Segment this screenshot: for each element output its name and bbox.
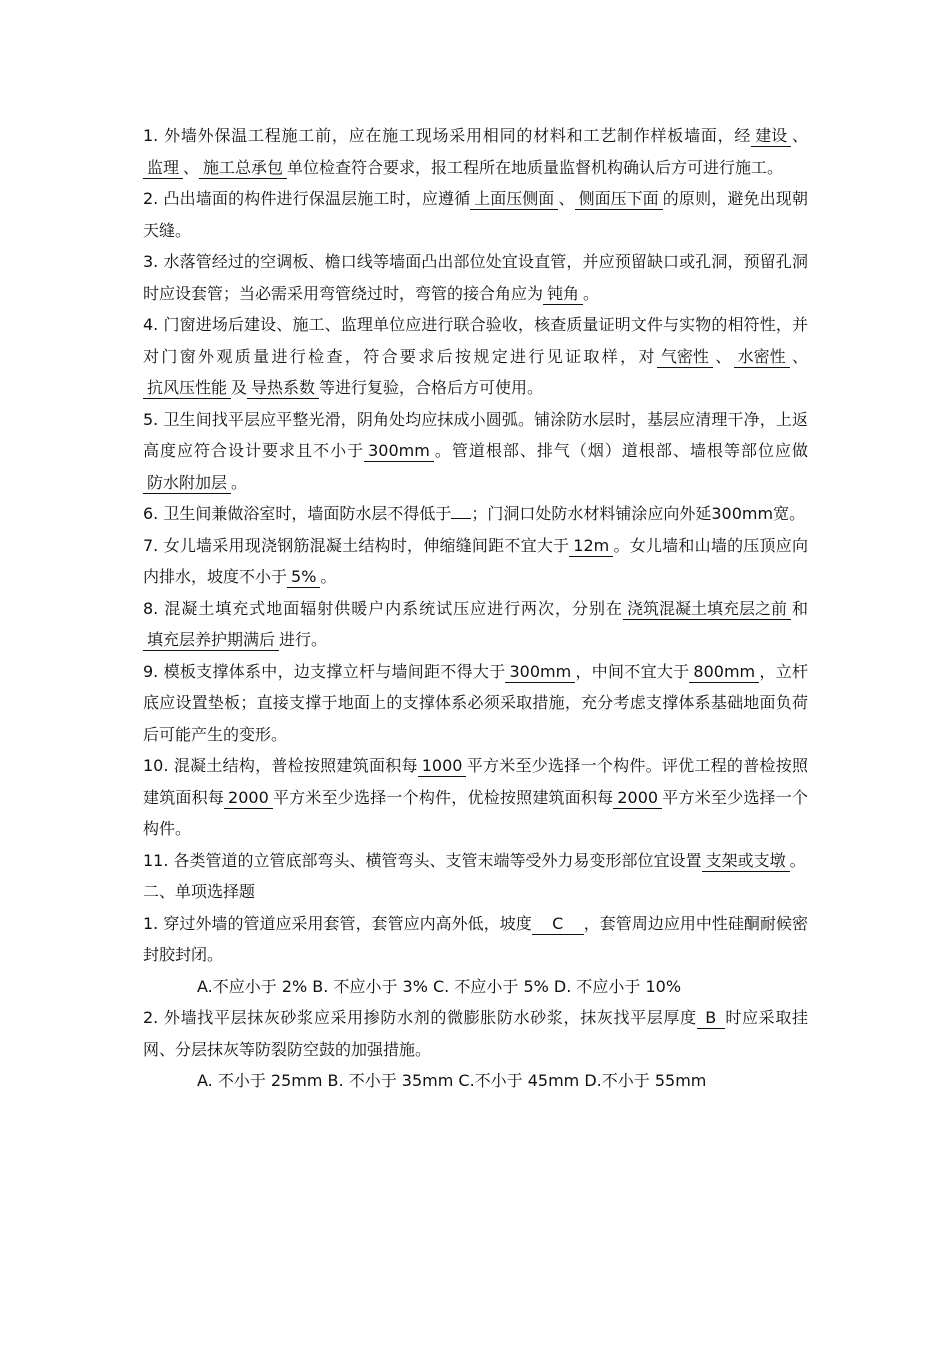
- choice-question-2: [143, 1002, 808, 1065]
- item-number: 1.: [143, 126, 159, 145]
- fill-item-4: [143, 309, 808, 404]
- item-text: 。管道根部、排气（烟）道根部、墙根等部位应做: [433, 441, 808, 460]
- item-text: 卫生间兼做浴室时，墙面防水层不得低于: [163, 504, 452, 523]
- answer-blank: C: [532, 914, 584, 935]
- item-number: 8.: [143, 598, 159, 618]
- answer-blank: 300mm: [505, 662, 575, 683]
- item-text: 。: [789, 850, 806, 870]
- answer-blank: 水密性: [734, 347, 790, 368]
- item-text: 等进行复验，合格后方可使用。: [319, 378, 544, 397]
- item-number: 9.: [143, 661, 159, 681]
- answer-blank: 气密性: [657, 347, 713, 368]
- fill-item-1: [143, 120, 808, 183]
- answer-blank: 浇筑混凝土填充层之前: [623, 599, 791, 620]
- item-number: 6.: [143, 504, 159, 523]
- answer-blank: 2000: [224, 788, 273, 809]
- fill-item-6: [143, 498, 808, 530]
- answer-blank: 5%: [287, 567, 320, 588]
- item-number: 5.: [143, 409, 159, 429]
- answer-blank: 监理: [143, 158, 183, 179]
- item-text: 。: [231, 472, 248, 492]
- item-number: 11.: [143, 850, 169, 870]
- item-text: 、: [183, 157, 200, 177]
- item-text: 、: [789, 346, 808, 366]
- answer-blank: 导热系数: [247, 378, 319, 399]
- item-text: 外墙找平层抹灰砂浆应采用掺防水剂的微膨胀防水砂浆，抹灰找平层厚度: [164, 1008, 697, 1027]
- answer-blank: 侧面压下面: [575, 189, 663, 210]
- answer-blank: 12m: [569, 536, 613, 557]
- answer-blank: [451, 518, 471, 519]
- item-text: 穿过外墙的管道应采用套管，套管应内高外低，坡度: [163, 913, 532, 933]
- item-text: 外墙外保温工程施工前，应在施工现场采用相同的材料和工艺制作样板墙面，经: [164, 126, 752, 145]
- answer-blank: 建设: [751, 126, 791, 147]
- item-number: 2.: [143, 189, 159, 208]
- item-text: 。: [583, 283, 600, 303]
- fill-item-5: [143, 404, 808, 499]
- item-text: 平方米至少选择一个构件。: [143, 787, 808, 838]
- item-text: 平方米至少选择一个构件。评优工程的普检按照建筑面积每: [143, 756, 808, 807]
- answer-blank: 1000: [418, 756, 467, 777]
- item-number: 7.: [143, 535, 159, 555]
- answer-blank: 防水附加层: [143, 473, 231, 494]
- choice-question-1: [143, 908, 808, 971]
- item-number: 2.: [143, 1008, 159, 1027]
- choice-options-1: A.不应小于 2% B. 不应小于 3% C. 不应小于 5% D. 不应小于 10%: [197, 976, 682, 996]
- item-text: 时应采取挂网、分层抹灰等防裂防空鼓的加强措施。: [143, 1008, 808, 1059]
- fill-item-11: [143, 845, 808, 877]
- answer-blank: B: [697, 1008, 725, 1029]
- item-text: 女儿墙采用现浇钢筋混凝土结构时，伸缩缝间距不宜大于: [163, 535, 570, 555]
- item-text: ，套管周边应用中性硅酮耐候密封胶封闭。: [143, 913, 808, 964]
- answer-blank: 钝角: [543, 284, 583, 305]
- document-page: [143, 120, 808, 1097]
- item-text: 凸出墙面的构件进行保温层施工时，应遵循: [163, 189, 471, 208]
- item-text: 。女儿墙和山墙的压顶应向内排水，坡度不小于: [143, 535, 808, 586]
- fill-item-3: [143, 246, 808, 309]
- item-text: 进行。: [279, 630, 328, 649]
- item-number: 4.: [143, 315, 159, 334]
- item-text: ，立杆底应设置垫板；直接支撑于地面上的支撑体系必须采取措施，充分考虑支撑体系基础地面负荷后可能产生的变形。: [143, 661, 808, 744]
- answer-blank: 抗风压性能: [143, 378, 231, 399]
- item-number: 10.: [143, 756, 169, 775]
- item-text: 模板支撑体系中，边支撑立杆与墙间距不得大于: [163, 661, 506, 681]
- answer-blank: 上面压侧面: [470, 189, 558, 210]
- item-text: 单位检查符合要求，报工程所在地质量监督机构确认后方可进行施工。: [287, 157, 784, 177]
- item-text: 和: [790, 598, 808, 618]
- fill-item-8: [143, 593, 808, 656]
- item-text: 卫生间找平层应平整光滑，阴角处均应抹成小圆弧。铺涂防水层时，基层应清理干净，上返高度应符合设计要求且不小于: [143, 409, 808, 460]
- answer-blank: 300mm: [364, 441, 434, 462]
- answer-blank: 800mm: [689, 662, 759, 683]
- answer-blank: 支架或支墩: [702, 851, 790, 872]
- fill-item-2: [143, 183, 808, 246]
- item-text: 及: [231, 378, 248, 397]
- item-text: 。: [320, 567, 337, 586]
- answer-blank: 施工总承包: [199, 158, 287, 179]
- section-heading: 二、单项选择题: [143, 882, 256, 901]
- answer-blank: 2000: [613, 788, 662, 809]
- fill-item-10: [143, 750, 808, 845]
- item-text: 水落管经过的空调板、檐口线等墙面凸出部位处宜设直管，并应预留缺口或孔洞，预留孔洞时应设套管；当必需采用弯管绕过时，弯管的接合角应为: [143, 252, 808, 303]
- item-text: 的原则，避免出现朝天缝。: [143, 189, 808, 240]
- item-text: 、: [712, 346, 734, 366]
- item-text: 、: [791, 126, 808, 145]
- item-number: 1.: [143, 913, 159, 933]
- item-text: 门窗进场后建设、施工、监理单位应进行联合验收，核查质量证明文件与实物的相符性，并对门窗外观质量进行检查，符合要求后按规定进行见证取样，对: [143, 315, 808, 366]
- item-text: ，中间不宜大于: [575, 661, 690, 681]
- item-text: 各类管道的立管底部弯头、横管弯头、支管末端等受外力易变形部位宜设置: [173, 850, 702, 870]
- fill-item-9: [143, 656, 808, 751]
- answer-blank: 填充层养护期满后: [143, 630, 279, 651]
- item-text: 平方米至少选择一个构件，优检按照建筑面积每: [272, 787, 614, 807]
- item-text: ；门洞口处防水材料铺涂应向外延300mm宽。: [471, 504, 806, 523]
- item-text: 、: [558, 189, 575, 208]
- item-text: 混凝土结构，普检按照建筑面积每: [173, 756, 418, 775]
- fill-item-7: [143, 530, 808, 593]
- item-text: 混凝土填充式地面辐射供暖户内系统试压应进行两次，分别在: [164, 598, 623, 618]
- choice-options-2: A. 不小于 25mm B. 不小于 35mm C.不小于 45mm D.不小于 55mm: [197, 1071, 707, 1090]
- item-number: 3.: [143, 252, 159, 271]
